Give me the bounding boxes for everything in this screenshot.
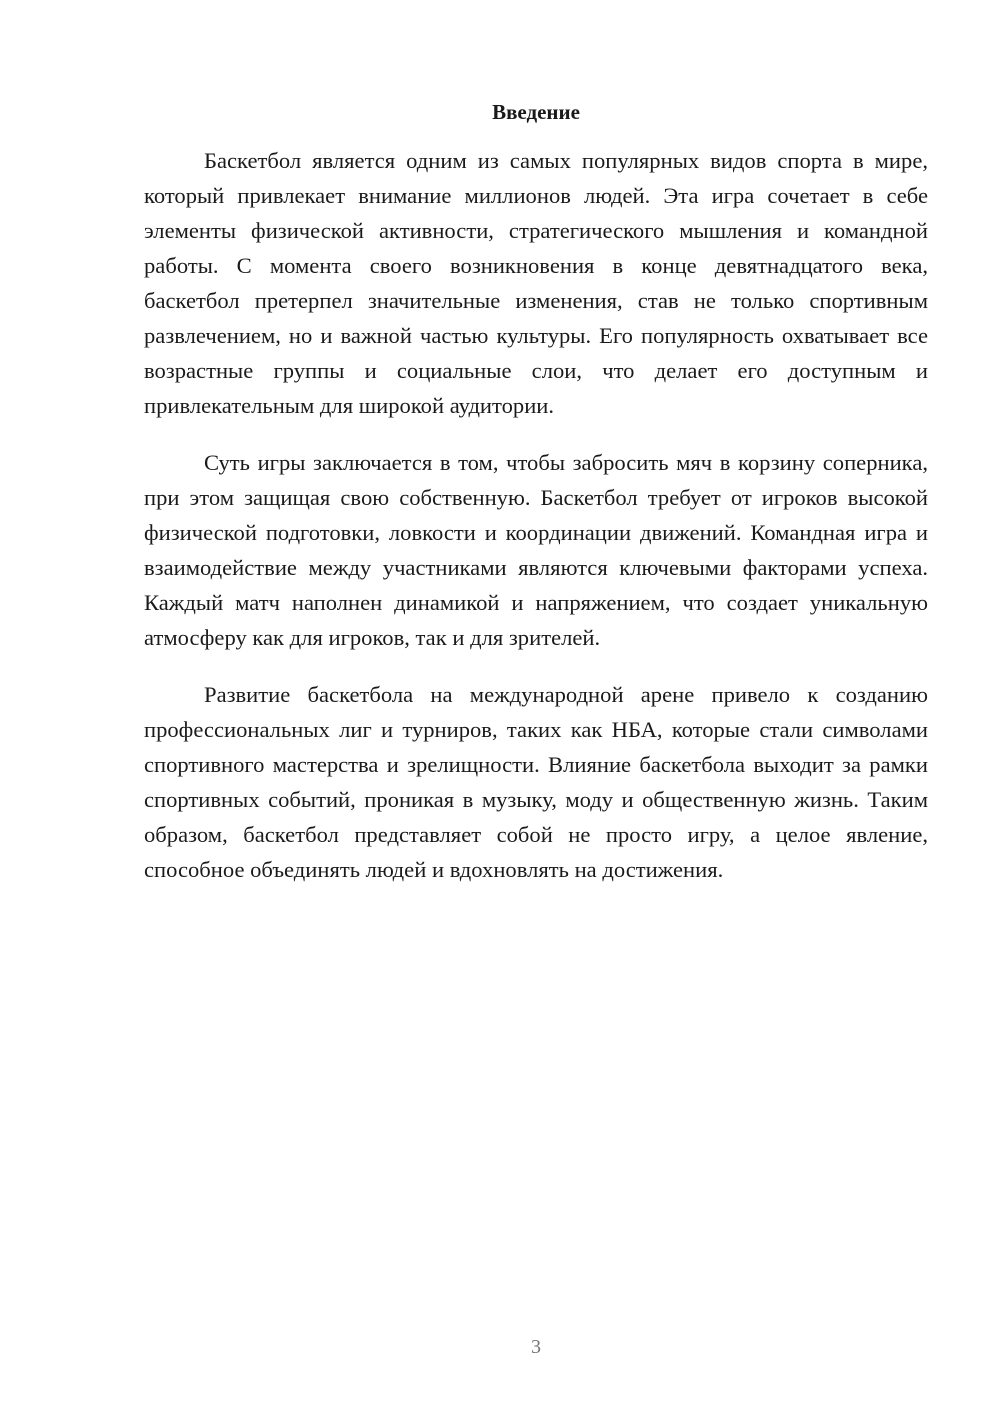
paragraph-2: Суть игры заключается в том, чтобы забросить мяч в корзину соперника, при этом защищая свою собственную. Баскетбол требует от игроков высокой физической подготовки, ловкости и координации движений. Командная игра и взаимодействие между участниками являются ключевыми факторами успеха. Каждый матч наполнен динамикой и напряжением, что создает уникальную атмосферу как для игроков, так и для зрителей. [144, 450, 928, 650]
paragraph-1: Баскетбол является одним из самых популярных видов спорта в мире, который привлекает внимание миллионов людей. Эта игра сочетает в себе элементы физической активности, стратегического мышления и командной работы. С момента своего возникновения в конце девятнадцатого века, баскетбол претерпел значительные изменения, став не только спортивным развлечением, но и важной частью культуры. Его популярность охватывает все возрастные группы и социальные слои, что делает его доступным и привлекательным для широкой аудитории. [144, 148, 928, 418]
paragraph-3: Развитие баскетбола на международной арене привело к созданию профессиональных лиг и турниров, таких как НБА, которые стали символами спортивного мастерства и зрелищности. Влияние баскетбола выходит за рамки спортивных событий, проникая в музыку, моду и общественную жизнь. Таким образом, баскетбол представляет собой не просто игру, а целое явление, способное объединять людей и вдохновлять на достижения. [144, 682, 928, 882]
section-heading: Введение [492, 100, 580, 124]
body-text [144, 143, 928, 909]
page-number: 3 [531, 1336, 541, 1358]
